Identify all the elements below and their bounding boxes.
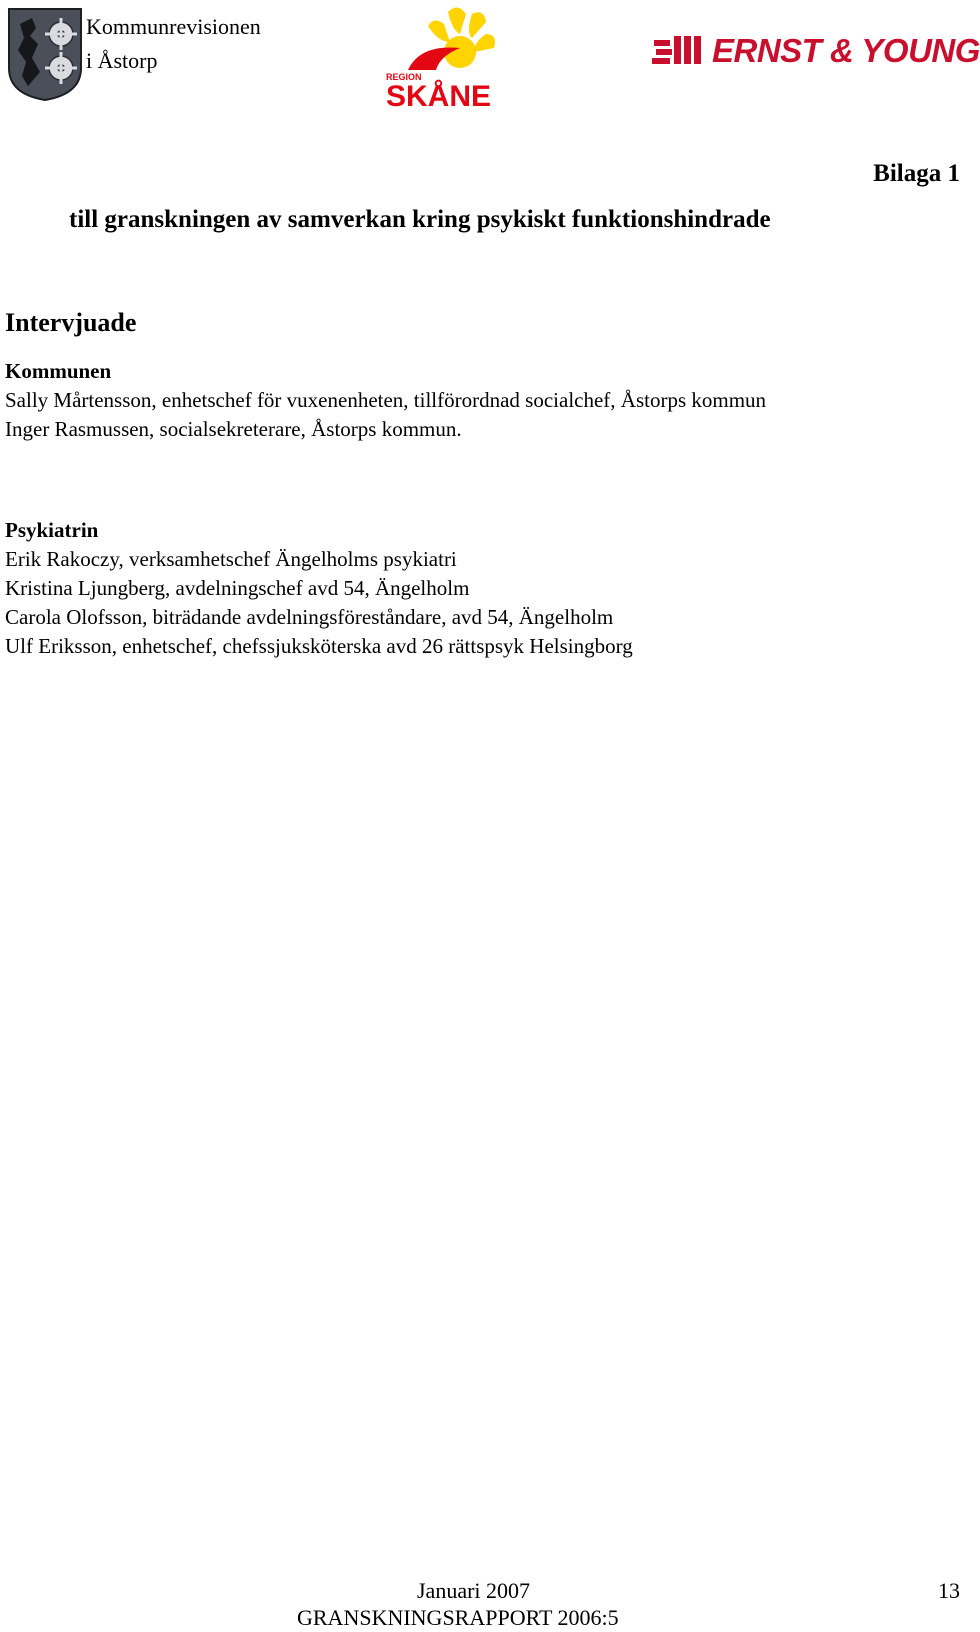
document-title: till granskningen av samverkan kring psykiskt funktionshindrade bbox=[69, 206, 771, 233]
list-item: Ulf Eriksson, enhetschef, chefssjuksköterska avd 26 rättspsyk Helsingborg bbox=[5, 634, 633, 658]
region-skane-logo bbox=[386, 4, 528, 113]
organization-name bbox=[86, 10, 261, 78]
annex-label: Bilaga 1 bbox=[873, 160, 960, 187]
ernst-young-logo bbox=[652, 30, 980, 74]
list-item: Inger Rasmussen, socialsekreterare, Åstorps kommun. bbox=[5, 417, 462, 441]
section-heading-interviewed: Intervjuade bbox=[5, 308, 137, 337]
list-item: Kristina Ljungberg, avdelningschef avd 54, Ängelholm bbox=[5, 576, 470, 600]
region-name: SKÅNE bbox=[386, 80, 492, 113]
footer-date: Januari 2007 bbox=[417, 1578, 531, 1603]
list-item: Carola Olofsson, biträdande avdelningsföreståndare, avd 54, Ängelholm bbox=[5, 605, 614, 629]
section-psykiatrin bbox=[5, 516, 633, 661]
list-item: Erik Rakoczy, verksamhetschef Ängelholms psykiatri bbox=[5, 547, 457, 571]
section-title-psykiatrin: Psykiatrin bbox=[5, 518, 99, 542]
list-item: Sally Mårtensson, enhetschef för vuxenenheten, tillförordnad socialchef, Åstorps kommun bbox=[5, 388, 767, 412]
organization-line-2: i Åstorp bbox=[86, 48, 158, 73]
municipal-crest-icon bbox=[6, 6, 84, 102]
section-kommunen bbox=[5, 357, 766, 444]
page-number: 13 bbox=[938, 1578, 960, 1603]
organization-line-1: Kommunrevisionen bbox=[86, 14, 261, 39]
footer-report-id: GRANSKNINGSRAPPORT 2006:5 bbox=[297, 1605, 619, 1630]
region-label: REGION bbox=[386, 72, 422, 82]
section-title-kommunen: Kommunen bbox=[5, 359, 112, 383]
ernst-young-wordmark: ERNST & YOUNG bbox=[712, 32, 980, 69]
